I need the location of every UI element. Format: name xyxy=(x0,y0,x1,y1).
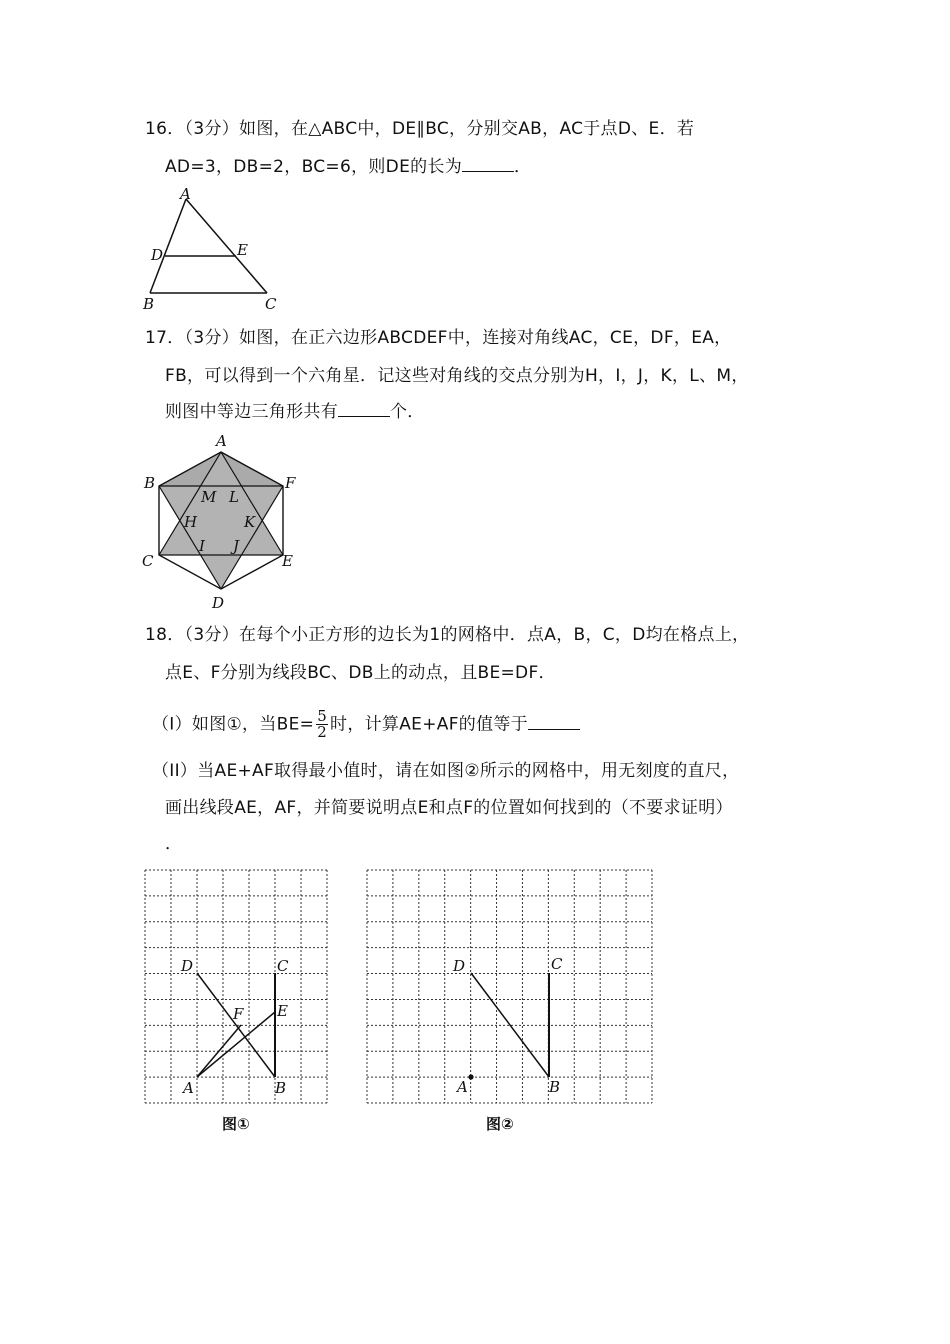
label-M: M xyxy=(201,488,217,506)
q18-part1-suffix: 时，计算AE+AF的值等于 xyxy=(330,714,528,735)
q18-part2-line2: 画出线段AE，AF，并简要说明点E和点F的位置如何找到的（不要求证明） xyxy=(165,798,733,818)
q16-line1: 16．（3分）如图，在△ABC中，DE∥BC，分别交AB，AC于点D、E．若 xyxy=(145,119,695,139)
label-C: C xyxy=(142,552,154,570)
label-K: K xyxy=(244,513,256,531)
label-B: B xyxy=(144,474,156,492)
q16-line2-end: ． xyxy=(514,157,532,177)
q18-part1-prefix: （I）如图①，当BE= xyxy=(152,714,315,735)
q16-line2 xyxy=(165,155,531,179)
answer-blank-18[interactable] xyxy=(528,713,580,730)
label-C: C xyxy=(551,955,563,973)
label-J: J xyxy=(233,537,240,555)
q18-part2-line1: （II）当AE+AF取得最小值时，请在如图②所示的网格中，用无刻度的直尺， xyxy=(152,761,740,781)
label-D: D xyxy=(212,594,225,612)
q17-line2: FB，可以得到一个六角星．记这些对角线的交点分别为H，I，J，K，L、M， xyxy=(165,366,749,386)
grid-lines xyxy=(145,870,327,1103)
label-D: D xyxy=(453,957,466,975)
q17-line3-end: 个． xyxy=(390,402,425,422)
label-B: B xyxy=(275,1079,287,1097)
label-E: E xyxy=(277,1002,288,1020)
q18-line1: 18．（3分）在每个小正方形的边长为1的网格中．点A，B，C，D均在格点上， xyxy=(145,625,750,645)
q17-line1: 17．（3分）如图，在正六边形ABCDEF中，连接对角线AC，CE，DF，EA， xyxy=(145,328,732,348)
point-A xyxy=(468,1074,473,1079)
q17-hexagon-figure xyxy=(140,430,310,615)
label-A: A xyxy=(183,1079,194,1097)
label-I: I xyxy=(199,537,205,555)
figure-1-caption: 图① xyxy=(222,1115,250,1133)
q17-line3 xyxy=(165,400,425,424)
label-D: D xyxy=(151,246,164,264)
label-E: E xyxy=(282,552,293,570)
figure-2-grid xyxy=(367,870,652,1103)
label-A: A xyxy=(180,185,191,203)
grid-lines xyxy=(367,870,652,1103)
label-L: L xyxy=(229,488,239,506)
q16-line2-text: AD=3，DB=2，BC=6，则DE的长为 xyxy=(165,157,463,177)
label-H: H xyxy=(184,513,198,531)
label-F: F xyxy=(233,1005,244,1023)
label-C: C xyxy=(277,957,289,975)
label-B: B xyxy=(143,295,155,313)
label-D: D xyxy=(181,957,194,975)
label-A: A xyxy=(216,432,227,450)
q17-line3-text: 则图中等边三角形共有 xyxy=(165,402,338,422)
fraction-5-2: $\frac{5}{2}$ xyxy=(317,707,328,741)
q18-line2: 点E、F分别为线段BC、DB上的动点，且BE=DF． xyxy=(165,663,556,683)
label-A: A xyxy=(457,1078,468,1096)
figure-1-grid xyxy=(145,870,327,1103)
figure-2-caption: 图② xyxy=(486,1115,514,1133)
label-F: F xyxy=(285,474,296,492)
q18-part1 xyxy=(152,709,580,740)
answer-blank-17[interactable] xyxy=(338,400,390,417)
q18-part2-line3: ． xyxy=(165,834,183,854)
label-C: C xyxy=(265,295,277,313)
label-E: E xyxy=(237,241,248,259)
answer-blank-16[interactable] xyxy=(462,155,514,172)
label-B: B xyxy=(549,1078,561,1096)
q16-triangle-figure xyxy=(140,185,290,315)
